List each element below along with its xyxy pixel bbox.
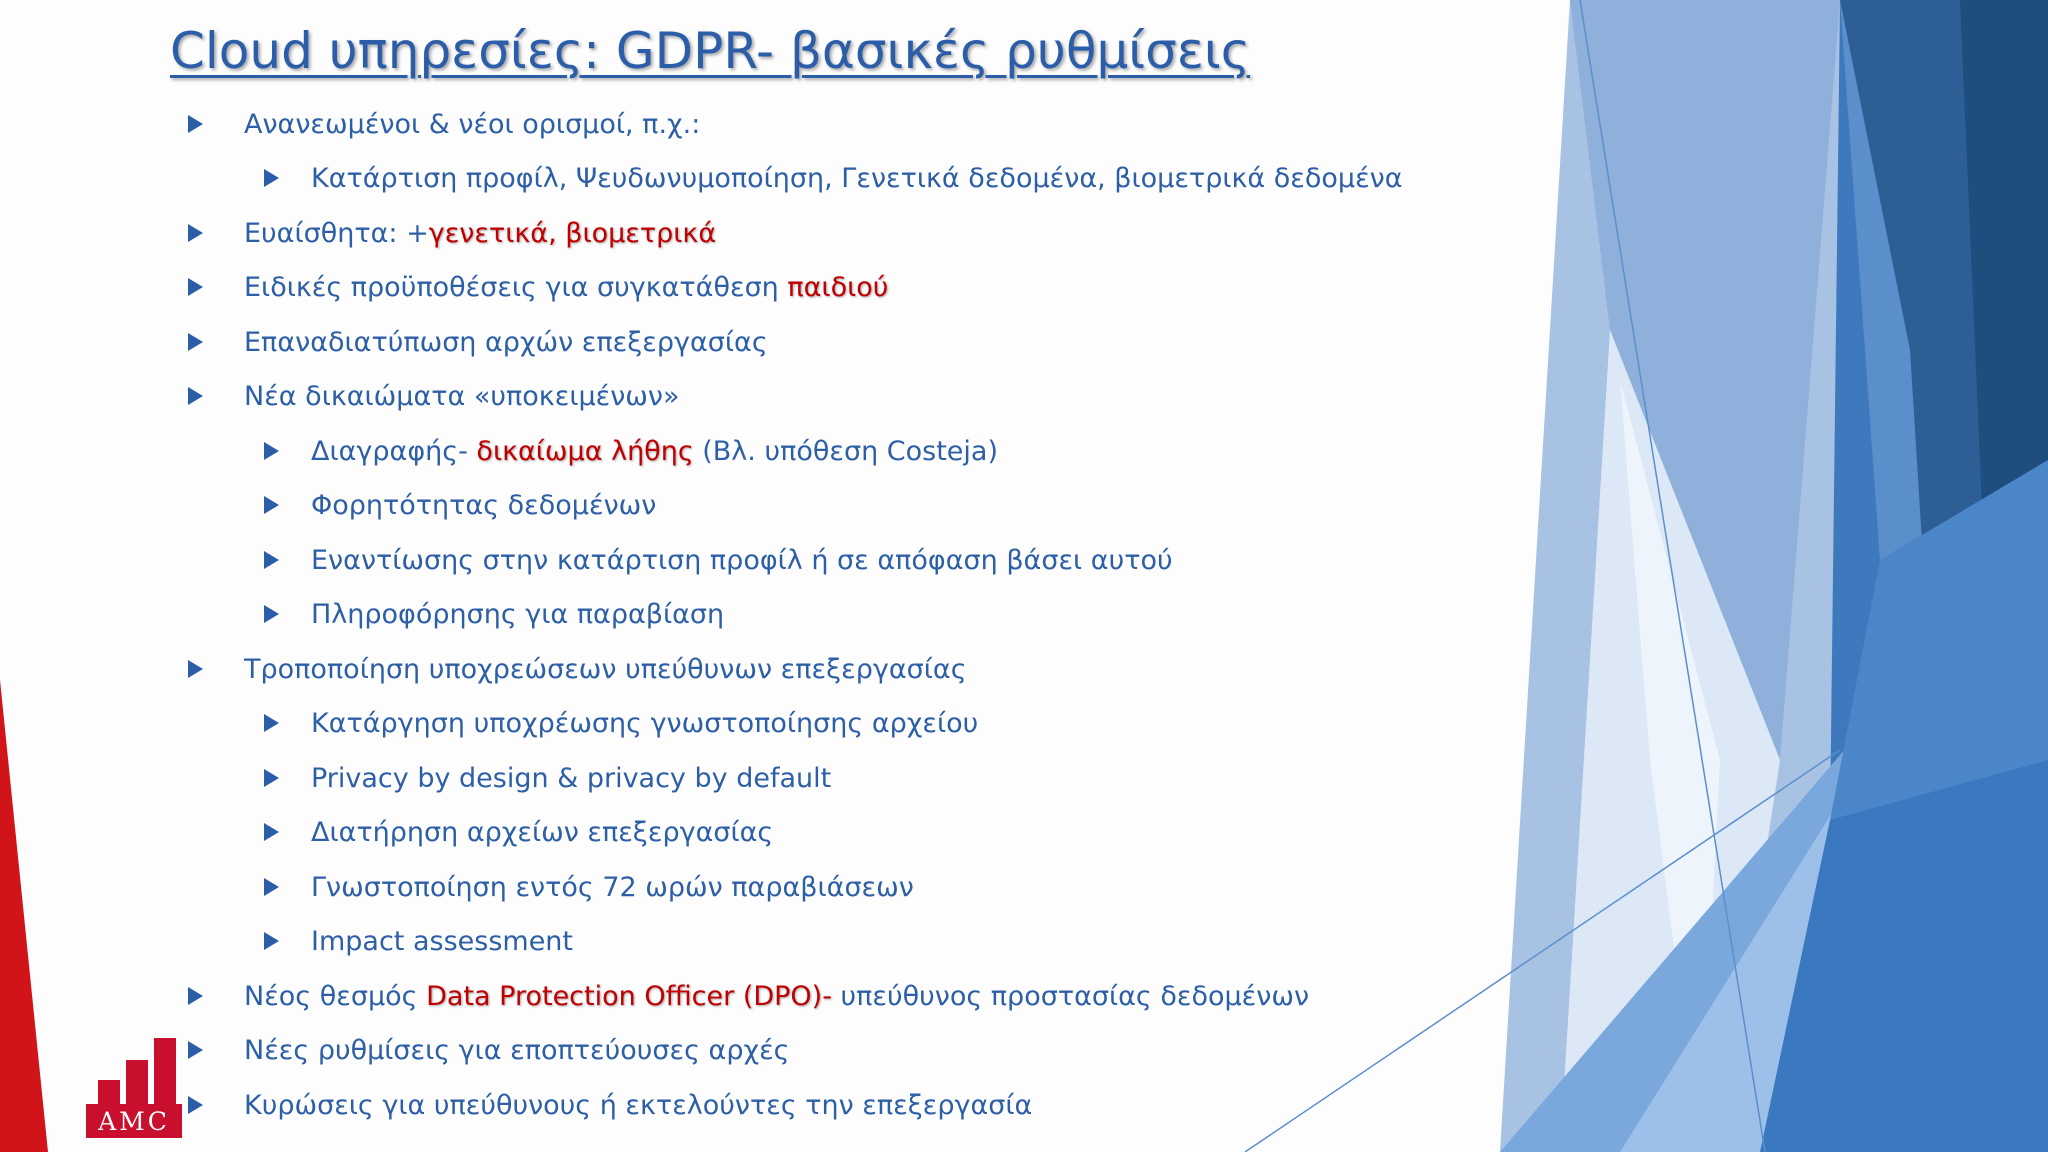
bullet-item bbox=[188, 976, 1309, 1016]
bullet-text: Ευαίσθητα: + bbox=[244, 217, 429, 249]
highlighted-text: παιδιού bbox=[787, 271, 889, 303]
bullet-arrow-icon bbox=[188, 987, 203, 1005]
bullet-text: υπεύθυνος προστασίας δεδομένων bbox=[831, 980, 1310, 1012]
bullet-item bbox=[188, 267, 888, 307]
highlighted-text: Data Protection Officer (DPO)- bbox=[426, 980, 832, 1012]
bullet-item bbox=[188, 1030, 790, 1070]
logo-bar bbox=[126, 1060, 148, 1108]
bullet-arrow-icon bbox=[188, 660, 203, 678]
bullet-arrow-icon bbox=[188, 224, 203, 242]
logo-text: AMC bbox=[86, 1104, 182, 1138]
bullet-arrow-icon bbox=[264, 714, 279, 732]
sub-bullet-item bbox=[264, 594, 724, 634]
bullet-text: Εναντίωσης στην κατάρτιση προφίλ ή σε απόφαση βάσει αυτού bbox=[311, 544, 1173, 576]
bullet-text: Νέα δικαιώματα «υποκειμένων» bbox=[244, 380, 680, 412]
bullet-text: Επαναδιατύπωση αρχών επεξεργασίας bbox=[244, 326, 768, 358]
bullet-arrow-icon bbox=[264, 769, 279, 787]
bullet-item bbox=[188, 213, 716, 253]
bullet-text: Κατάργηση υποχρέωσης γνωστοποίησης αρχείου bbox=[311, 707, 979, 739]
bullet-arrow-icon bbox=[264, 878, 279, 896]
sub-bullet-item bbox=[264, 703, 978, 743]
logo-bar bbox=[154, 1038, 176, 1108]
bullet-text: Τροποποίηση υποχρεώσεων υπεύθυνων επεξεργασίας bbox=[244, 653, 967, 685]
sub-bullet-item bbox=[264, 758, 831, 798]
bullet-arrow-icon bbox=[264, 442, 279, 460]
bullet-arrow-icon bbox=[188, 115, 203, 133]
bullet-arrow-icon bbox=[264, 932, 279, 950]
bullet-text: Νέος θεσμός bbox=[244, 980, 427, 1012]
bullet-text: Πληροφόρησης για παραβίαση bbox=[311, 598, 725, 630]
sub-bullet-item bbox=[264, 431, 998, 471]
bullet-item bbox=[188, 1085, 1032, 1125]
bullet-item bbox=[188, 376, 680, 416]
highlighted-text: γενετικά, βιομετρικά bbox=[428, 217, 717, 249]
bullet-text: Privacy by design & privacy by default bbox=[311, 762, 832, 794]
highlighted-text: δικαίωμα λήθης bbox=[476, 435, 703, 467]
bullet-item bbox=[188, 104, 700, 144]
bullet-arrow-icon bbox=[188, 278, 203, 296]
sub-bullet-item bbox=[264, 540, 1173, 580]
bullet-text: Ανανεωμένοι & νέοι ορισμοί, π.χ.: bbox=[244, 108, 701, 140]
bullet-arrow-icon bbox=[264, 551, 279, 569]
sub-bullet-item bbox=[264, 812, 773, 852]
bullet-arrow-icon bbox=[188, 1041, 203, 1059]
sub-bullet-item bbox=[264, 158, 1403, 198]
bullet-arrow-icon bbox=[264, 823, 279, 841]
bullet-text: Κυρώσεις για υπεύθυνους ή εκτελούντες την επεξεργασία bbox=[244, 1089, 1033, 1121]
bullet-text: Φορητότητας δεδομένων bbox=[311, 489, 657, 521]
slide-title: Cloud υπηρεσίες: GDPR- βασικές ρυθμίσεις bbox=[170, 22, 1251, 80]
bullet-item bbox=[188, 649, 967, 689]
bullet-arrow-icon bbox=[188, 1096, 203, 1114]
bullet-arrow-icon bbox=[188, 333, 203, 351]
amc-logo bbox=[86, 1038, 182, 1138]
bullet-text: Διατήρηση αρχείων επεξεργασίας bbox=[311, 816, 774, 848]
bullet-text: (Βλ. υπόθεση Costeja) bbox=[702, 435, 998, 467]
bullet-text: Ειδικές προϋποθέσεις για συγκατάθεση bbox=[244, 271, 788, 303]
bullet-text: Διαγραφής- bbox=[311, 435, 477, 467]
bullet-arrow-icon bbox=[264, 496, 279, 514]
bullet-item bbox=[188, 322, 768, 362]
sub-bullet-item bbox=[264, 867, 914, 907]
bullet-arrow-icon bbox=[188, 387, 203, 405]
bullet-arrow-icon bbox=[264, 169, 279, 187]
sub-bullet-item bbox=[264, 485, 656, 525]
decor-red-wedge bbox=[0, 680, 48, 1152]
bullet-text: Γνωστοποίηση εντός 72 ωρών παραβιάσεων bbox=[311, 871, 914, 903]
sub-bullet-item bbox=[264, 921, 573, 961]
bullet-text: Impact assessment bbox=[311, 925, 573, 957]
bullet-text: Κατάρτιση προφίλ, Ψευδωνυμοποίηση, Γενετικά δεδομένα, βιομετρικά δεδομένα bbox=[311, 162, 1403, 194]
bullet-arrow-icon bbox=[264, 605, 279, 623]
bullet-text: Νέες ρυθμίσεις για εποπτεύουσες αρχές bbox=[244, 1034, 790, 1066]
